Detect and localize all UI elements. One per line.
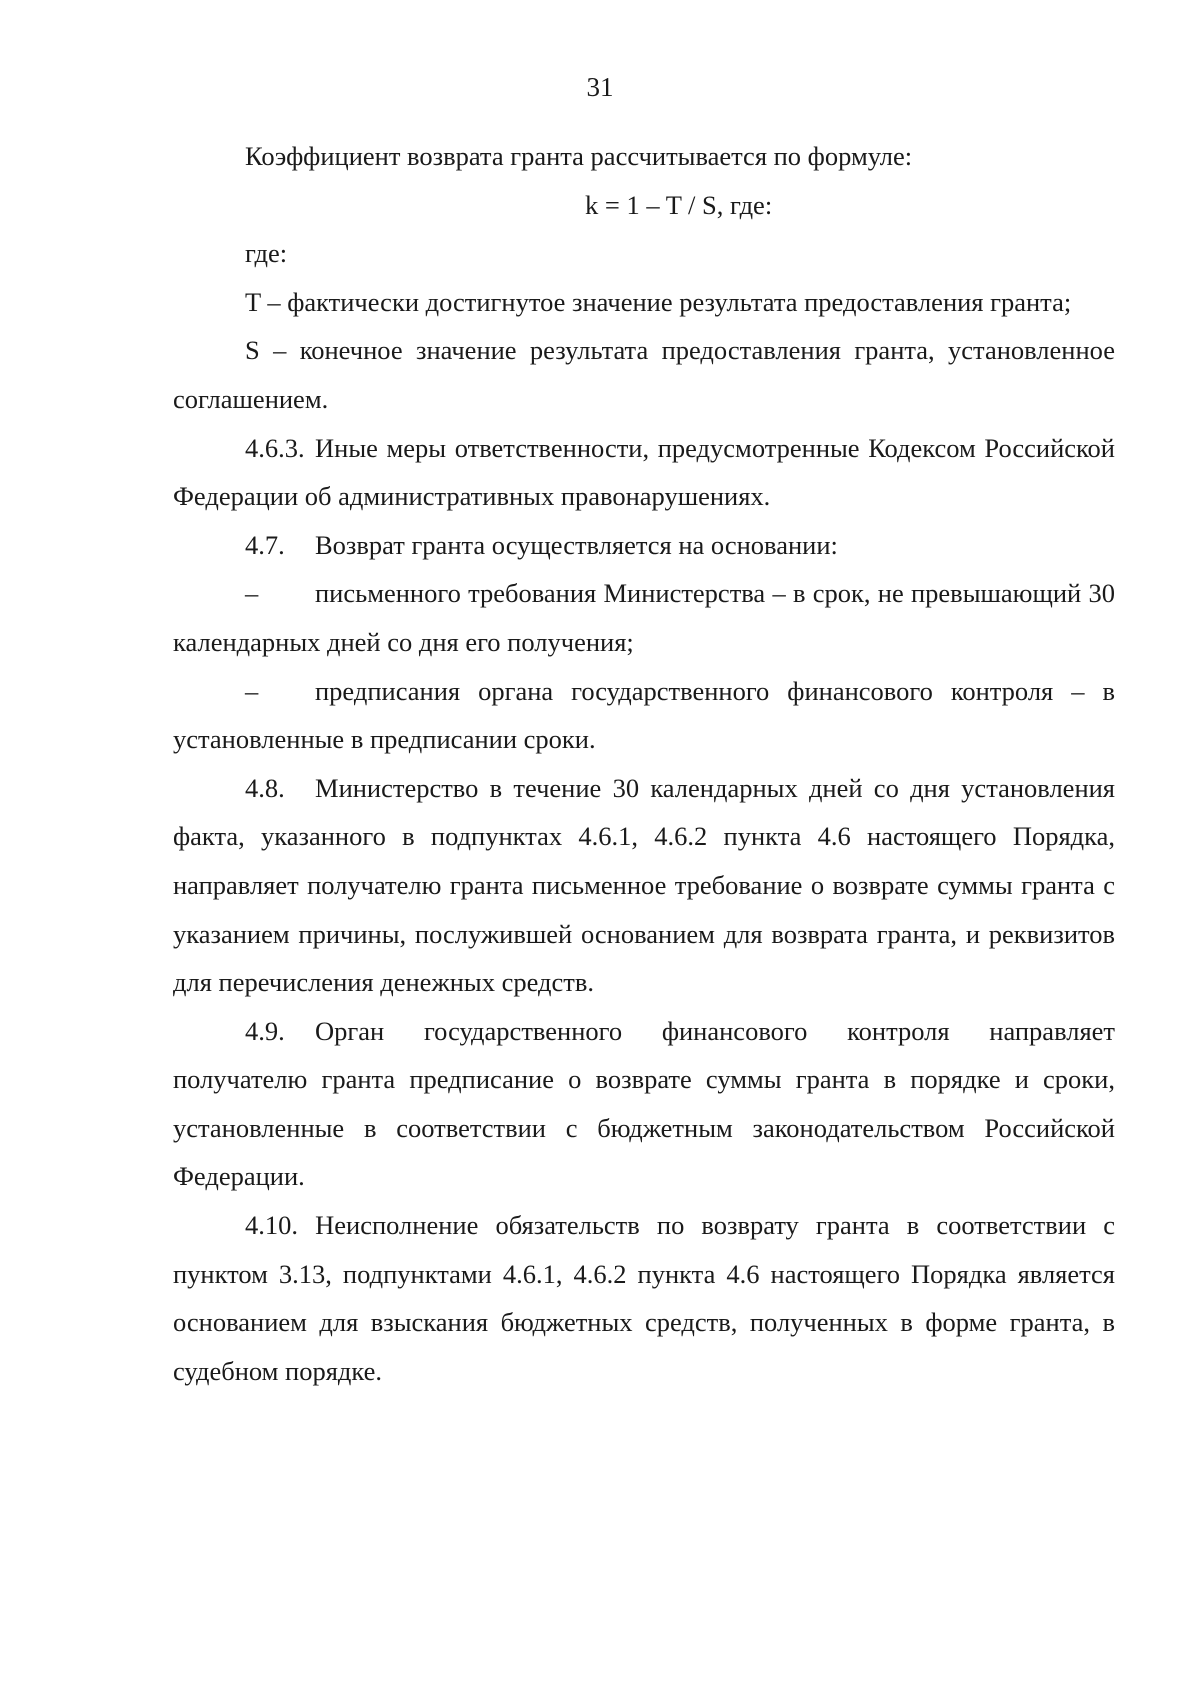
list-item — [173, 569, 1115, 666]
dash-marker: – — [245, 675, 259, 706]
paragraph-number: 4.8. — [245, 772, 285, 803]
paragraph-text: Иные меры ответственности, предусмотренные Кодексом Российской Федерации об административных правонарушениях. — [173, 432, 1115, 512]
definition-s: S – конечное значение результата предоставления гранта, установленное соглашением. — [173, 335, 1115, 414]
paragraph-4-10 — [173, 1201, 1115, 1395]
paragraph-text: Министерство в течение 30 календарных дней со дня установления факта, указанного в подпунктах 4.6.1, 4.6.2 пункта 4.6 настоящего Порядка, направляет получателю гранта письменное требование о возврате суммы гранта с указанием причины, послужившей основанием для возврата гранта, и реквизитов для перечисления денежных средств. — [173, 772, 1115, 998]
paragraph-number: 4.10. — [245, 1210, 298, 1241]
page-number: 31 — [586, 72, 614, 102]
paragraph-number: 4.7. — [245, 529, 285, 560]
where-label: где: — [245, 238, 288, 269]
list-item-text: предписания органа государственного финансового контроля – в установленные в предписании сроки. — [173, 675, 1115, 755]
paragraph-4-9 — [173, 1007, 1115, 1201]
list-item-text: письменного требования Министерства – в срок, не превышающий 30 календарных дней со дня его получения; — [173, 578, 1115, 657]
paragraph-number: 4.9. — [245, 1015, 285, 1046]
paragraph-text: Неисполнение обязательств по возврату гранта в соответствии с пунктом 3.13, подпунктами 4.6.1, 4.6.2 пункта 4.6 настоящего Порядка является основанием для взыскания бюджетных средств, полученных в форме гранта, в судебном порядке. — [173, 1210, 1116, 1386]
definition-t: T – фактически достигнутое значение результата предоставления гранта; — [245, 286, 1072, 317]
list-item — [173, 667, 1115, 764]
dash-marker: – — [245, 578, 259, 609]
paragraph-number: 4.6.3. — [245, 432, 305, 463]
paragraph-4-6-3 — [173, 424, 1115, 521]
paragraph-text: Возврат гранта осуществляется на основании: — [315, 529, 838, 560]
paragraph-4-7 — [173, 521, 1115, 570]
paragraph-text: Орган государственного финансового контроля направляет получателю гранта предписание о возврате суммы гранта в порядке и сроки, установленные в соответствии с бюджетным законодательством Российской Федерации. — [173, 1015, 1115, 1192]
formula-intro: Коэффициент возврата гранта рассчитывается по формуле: — [245, 141, 913, 171]
formula: k = 1 – T / S, где: — [585, 189, 773, 220]
paragraph-4-8 — [173, 764, 1115, 1007]
document-body — [173, 132, 1115, 1395]
